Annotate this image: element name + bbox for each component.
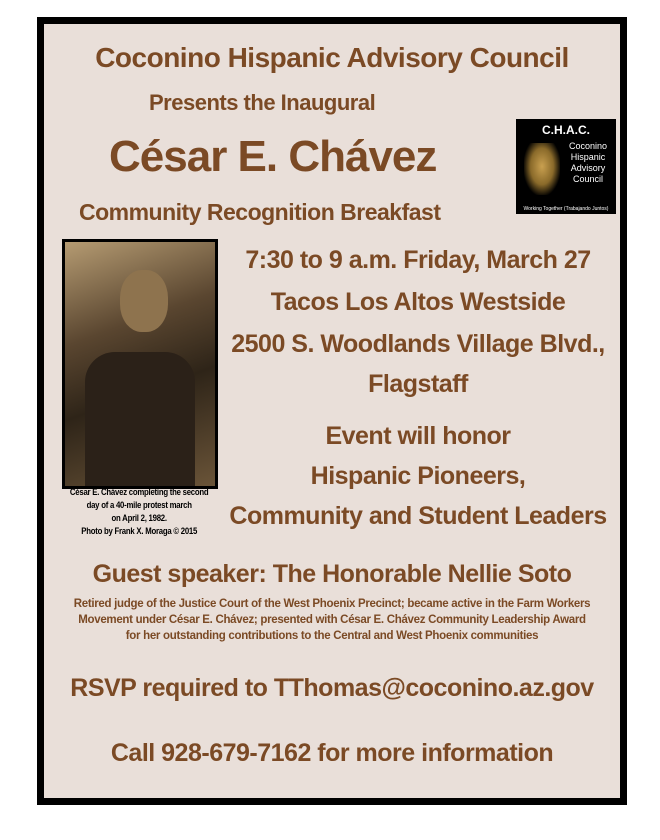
honor-line-3: Community and Student Leaders — [229, 502, 607, 530]
photo-caption-4: Photo by Frank X. Moraga © 2015 — [81, 526, 198, 537]
chavez-photo — [62, 239, 218, 489]
chac-logo — [516, 119, 616, 214]
honor-line-2: Hispanic Pioneers, — [310, 462, 526, 490]
speaker-bio-1: Retired judge of the Justice Court of the West Phoenix Precinct; became active in the Farm Workers — [73, 598, 591, 610]
photo-caption-1: César E. Chávez completing the second — [69, 487, 209, 498]
guest-speaker: Guest speaker: The Honorable Nellie Soto — [92, 560, 572, 588]
event-time: 7:30 to 9 a.m. Friday, March 27 — [245, 246, 591, 274]
logo-tagline: Working Together (Trabajando Juntos) — [523, 206, 609, 212]
presents-line: Presents the Inaugural — [149, 90, 376, 115]
rsvp-line: RSVP required to TThomas@coconino.az.gov — [70, 674, 594, 702]
honor-line-1: Event will honor — [325, 422, 511, 450]
photo-caption-3: on April 2, 1982. — [111, 513, 167, 524]
dancer-figure-icon — [524, 143, 560, 195]
speaker-bio-3: for her outstanding contributions to the Central and West Phoenix communities — [125, 630, 539, 642]
photo-caption-2: day of a 40-mile protest march — [86, 500, 192, 511]
event-city: Flagstaff — [368, 370, 468, 398]
org-title: Coconino Hispanic Advisory Council — [95, 42, 569, 73]
photo-coat — [85, 352, 195, 486]
call-line: Call 928-679-7162 for more information — [110, 739, 554, 767]
logo-name: Coconino Hispanic Advisory Council — [568, 141, 608, 184]
photo-face — [120, 270, 168, 332]
event-venue: Tacos Los Altos Westside — [270, 288, 566, 316]
event-address: 2500 S. Woodlands Village Blvd., — [231, 330, 605, 358]
honoree-name: César E. Chávez — [109, 132, 437, 181]
logo-abbr: C.H.A.C. — [542, 123, 590, 137]
speaker-bio-2: Movement under César E. Chávez; presented with César E. Chávez Community Leadership Award — [78, 614, 586, 626]
event-title: Community Recognition Breakfast — [79, 199, 441, 225]
flyer — [37, 17, 627, 805]
